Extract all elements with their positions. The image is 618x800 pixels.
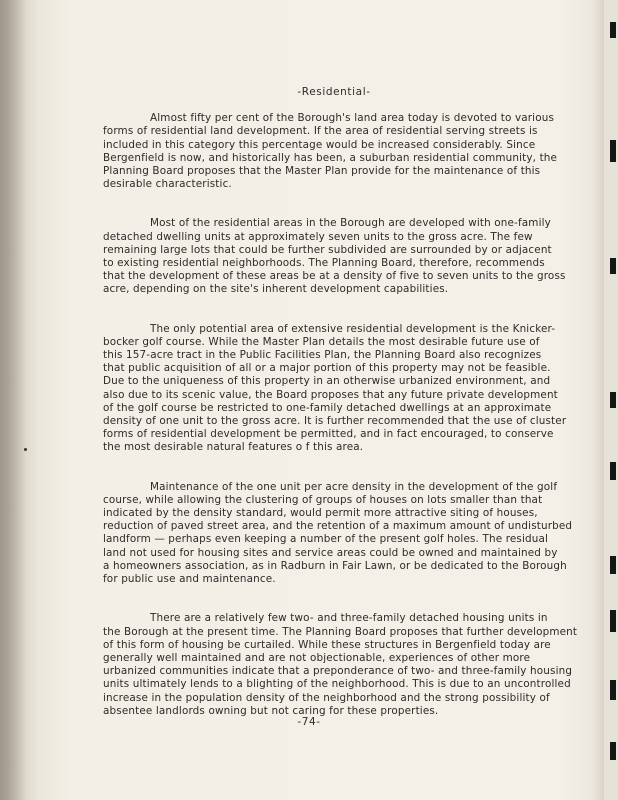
text-line: increase in the population density of the neighborhood and the strong possibility of	[103, 691, 550, 704]
text-line: of this form of housing be curtailed. While these structures in Bergenfield today are	[103, 638, 551, 651]
text-line: bocker golf course. While the Master Plan details the most desirable future use of	[103, 335, 540, 348]
text-line: land not used for housing sites and service areas could be owned and maintained by	[103, 546, 558, 559]
edge-mark	[610, 140, 616, 162]
section-title: -Residential-	[297, 86, 371, 98]
paragraph-3	[103, 323, 565, 455]
text-line: Most of the residential areas in the Borough are developed with one-family	[150, 217, 551, 230]
text-line: landform — perhaps even keeping a number of the present golf holes. The residual	[103, 533, 549, 546]
text-line: The only potential area of extensive residential development is the Knicker-	[150, 322, 556, 335]
edge-mark	[610, 742, 616, 760]
text-line: units ultimately lends to a blighting of the neighborhood. This is due to an uncontrolled	[103, 678, 571, 691]
edge-mark	[610, 610, 616, 632]
edge-mark	[610, 680, 616, 700]
text-line: for public use and maintenance.	[103, 573, 276, 586]
text-line: generally well maintained and are not objectionable, experiences of other more	[103, 651, 531, 664]
text-line: Almost fifty per cent of the Borough's land area today is devoted to various	[150, 112, 555, 125]
text-line: the Borough at the present time. The Planning Board proposes that further development	[103, 625, 578, 638]
text-line: Planning Board proposes that the Master Plan provide for the maintenance of this	[103, 165, 541, 178]
text-line: that public acquisition of all or a major portion of this property may not be feasible.	[103, 362, 551, 375]
text-line: to existing residential neighborhoods. The Planning Board, therefore, recommends	[103, 257, 545, 270]
text-line: the most desirable natural features o f this area.	[103, 441, 364, 454]
edge-mark	[610, 556, 616, 574]
text-line: acre, depending on the site's inherent development capabilities.	[103, 283, 449, 296]
text-line: forms of residential land development. If the area of residential serving streets is	[103, 125, 538, 138]
text-line: of the golf course be restricted to one-family detached dwellings at an approximate	[103, 401, 552, 414]
text-line: remaining large lots that could be further subdivided are surrounded by or adjacent	[103, 243, 552, 256]
edge-mark	[610, 462, 616, 480]
edge-mark	[610, 392, 616, 408]
text-line: There are a relatively few two- and three-family detached housing units in	[150, 612, 548, 625]
text-line: Due to the uniqueness of this property in an otherwise urbanized environment, and	[103, 375, 551, 388]
text-line: absentee landlords owning but not caring for these properties.	[103, 704, 439, 717]
text-line: desirable characteristic.	[103, 178, 232, 191]
text-line: course, while allowing the clustering of groups of houses on lots smaller than that	[103, 493, 543, 506]
edge-mark	[610, 22, 616, 38]
edge-mark	[610, 258, 616, 274]
text-line: forms of residential development be permitted, and in fact encouraged, to conserve	[103, 428, 554, 441]
paragraph-4	[103, 480, 573, 587]
text-line: included in this category this percentage would be increased considerably. Since	[103, 138, 536, 151]
text-line: also due to its scenic value, the Board proposes that any future private development	[103, 388, 558, 401]
scan-speck	[24, 448, 27, 451]
text-line: density of one unit to the gross acre. It is further recommended that the use of cluster	[103, 415, 567, 428]
page-number: -74-	[297, 716, 321, 728]
paragraph-5	[103, 612, 578, 718]
text-line: that the development of these areas be at a density of five to seven units to the gross	[103, 270, 566, 283]
text-line: a homeowners association, as in Radburn in Fair Lawn, or be dedicated to the Borough	[103, 559, 567, 572]
text-line: Bergenfield is now, and historically has been, a suburban residential community, the	[103, 151, 558, 164]
page-edge-strip	[604, 0, 618, 800]
document-body	[103, 86, 578, 744]
paragraph-1	[103, 112, 565, 191]
text-line: urbanized communities indicate that a preponderance of two- and three-family housing	[103, 665, 573, 678]
text-line: this 157-acre tract in the Public Facilities Plan, the Planning Board also recognizes	[103, 349, 542, 362]
text-line: reduction of paved street area, and the retention of a maximum amount of undisturbed	[103, 520, 573, 533]
text-line: indicated by the density standard, would permit more attractive siting of houses,	[103, 507, 538, 520]
binding-shadow	[0, 0, 26, 800]
text-line: detached dwelling units at approximately seven units to the gross acre. The few	[103, 230, 533, 243]
paragraph-2	[103, 217, 565, 296]
text-line: Maintenance of the one unit per acre density in the development of the golf	[150, 480, 558, 493]
